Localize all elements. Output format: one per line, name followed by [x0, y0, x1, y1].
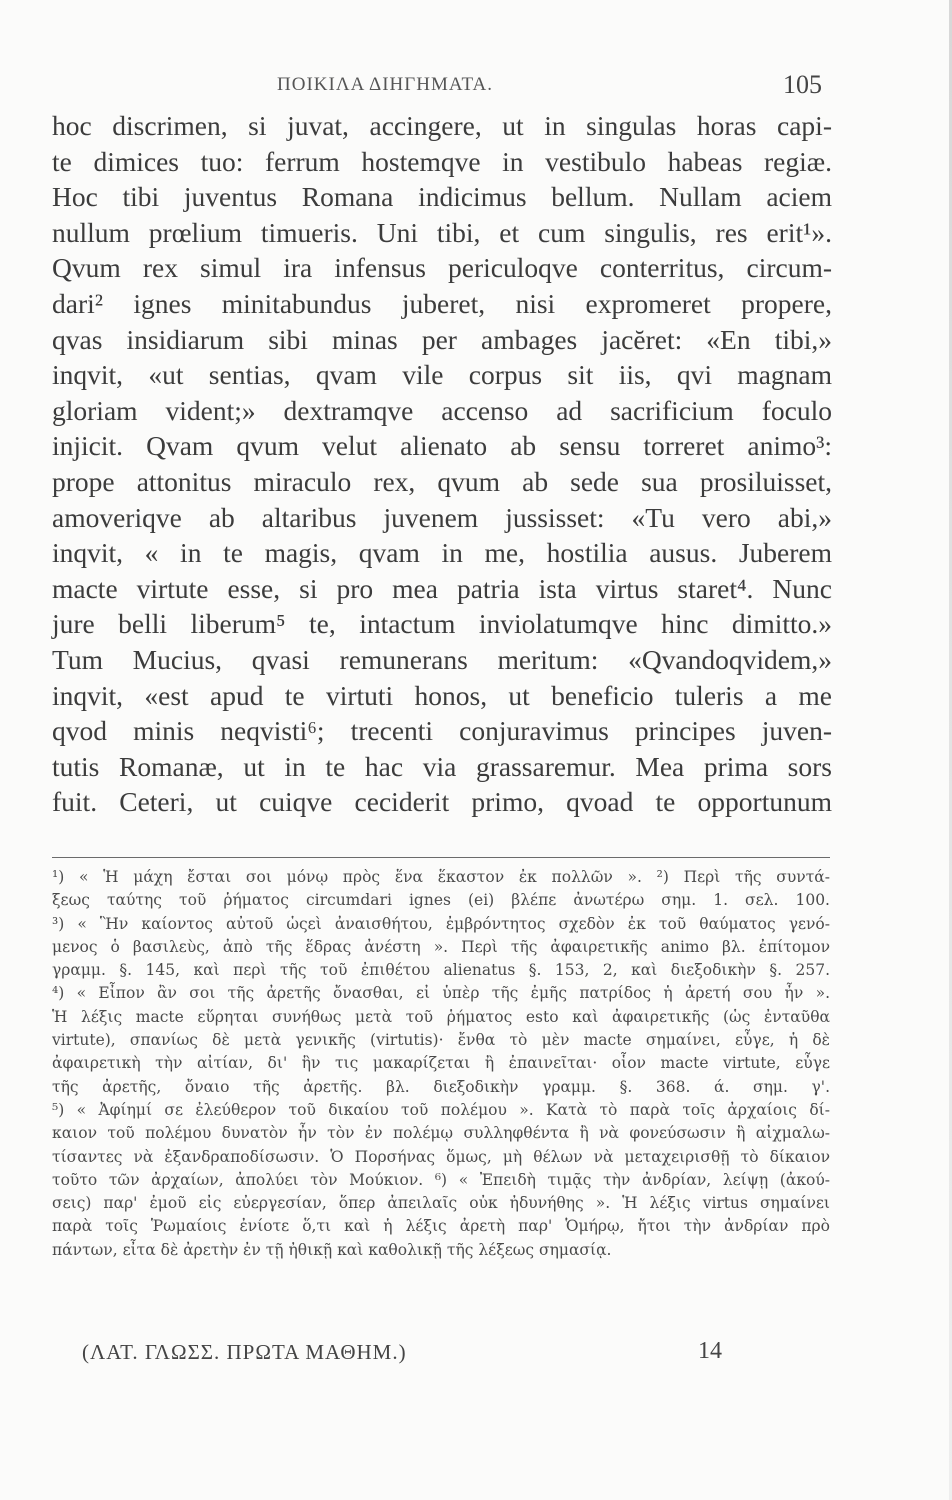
text-line: te dimices tuo: ferrum hostemqve in vestibulo habeas regiæ. — [52, 145, 832, 177]
text-line: Tum Mucius, qvasi remunerans meritum: «Qvandoqvidem,» — [52, 643, 832, 675]
text-line: inqvit, « in te magis, qvam in me, hostilia ausus. Juberem — [52, 537, 832, 569]
footnote-line: παρὰ τοῖς Ῥωμαίοις ἐνίοτε ὅ,τι καὶ ἡ λέξις ἀρετὴ παρ' Ὁμήρῳ, ἤτοι τὴν ἀνδρίαν πρὸ — [52, 1217, 830, 1236]
footnote-line: ξεως ταύτης τοῦ ῥήματος circumdari ignes (ei) βλέπε ἀνωτέρω σημ. 1. σελ. 100. — [52, 891, 830, 910]
footnote-line: ἀφαιρετικὴ τὴν αἰτίαν, δι' ἣν τις μακαρίζεται ἢ ἐπαινεῖται· οἷον macte virtute, εὖγε — [52, 1054, 830, 1073]
footnote-line: τοῦτο τῶν ἀρχαίων, ἀπολύει τὸν Μούκιον. ⁶) « Ἐπειδὴ τιμᾷς τὴν ἀνδρίαν, λείψῃ (ἀκού- — [52, 1170, 830, 1189]
text-line: qvas insidiarum sibi minas per ambages jacĕret: «En tibi,» — [52, 323, 832, 355]
text-line: Hoc tibi juventus Romana indicimus bellum. Nullam aciem — [52, 181, 832, 213]
text-line: fuit. Ceteri, ut cuiqve ceciderit primo, qvoad te opportunum — [52, 786, 832, 818]
footnote-line: σεις) παρ' ἐμοῦ εἰς εὐεργεσίαν, ὅπερ ἀπειλαῖς οὐκ ἠδυνήθης ». Ἡ λέξις virtus σημαίνει — [52, 1194, 830, 1213]
running-head: ΠΟΙΚΙΛΑ ΔΙΗΓΗΜΑΤΑ. — [277, 74, 494, 95]
text-line: tutis Romanæ, ut in te hac via grassaremur. Mea prima sors — [52, 750, 832, 782]
text-line: prope attonitus miraculo rex, qvum ab sede sua prosiluisset, — [52, 465, 832, 497]
signature-mark — [82, 1340, 722, 1372]
text-line: Qvum rex simul ira infensus periculoqve conterritus, circum- — [52, 252, 832, 284]
footnote-line: τίσαντες νὰ ἐξανδραποδίσωσιν. Ὁ Πορσήνας ὅμως, μὴ θέλων νὰ μεταχειρισθῇ τὸ δίκαιον — [52, 1147, 830, 1166]
text-line: dari² ignes minitabundus juberet, nisi expromeret propere, — [52, 287, 832, 319]
text-line: hoc discrimen, si juvat, accingere, ut in singulas horas capi- — [52, 110, 832, 141]
footnote-line: γραμμ. §. 145, καὶ περὶ τῆς τοῦ ἐπιθέτου alienatus §. 153, 2, καὶ διεξοδικὴν §. 257. — [52, 961, 830, 980]
footnote-line: ⁵) « Ἀφίημί σε ἐλεύθερον τοῦ δικαίου τοῦ πολέμου ». Κατὰ τὸ παρὰ τοῖς ἀρχαίοις δί- — [52, 1100, 830, 1119]
footnote-divider — [52, 857, 830, 858]
text-line: inqvit, «ut sentias, qvam vile corpus sit iis, qvi magnam — [52, 359, 832, 391]
footnote-line: ¹) « Ἡ μάχη ἔσται σοι μόνῳ πρὸς ἕνα ἕκαστον ἐκ πολλῶν ». ²) Περὶ τῆς συντά- — [52, 868, 830, 886]
text-line: amoveriqve ab altaribus juvenem jussisset: «Tu vero abi,» — [52, 501, 832, 533]
text-line: macte virtute esse, si pro mea patria ista virtus staret⁴. Nunc — [52, 572, 832, 604]
footnote-line: πάντων, εἶτα δὲ ἀρετὴν ἐν τῇ ἠθικῇ καὶ καθολικῇ τῆς λέξεως σημασίᾳ. — [52, 1240, 612, 1259]
footnote-line: ³) « Ἣν καίοντος αὐτοῦ ὡςεὶ ἀναισθήτου, ἐμβρόντητος σχεδὸν ἐκ τοῦ θαύματος γενό- — [52, 914, 830, 933]
text-line: jure belli liberum⁵ te, intactum inviolatumqve hinc dimitto.» — [52, 608, 832, 640]
text-line: inqvit, «est apud te virtuti honos, ut beneficio tuleris a me — [52, 679, 832, 711]
footnote-line: Ἡ λέξις macte εὕρηται συνήθως μετὰ τοῦ ῥήματος esto καὶ ἀφαιρετικῆς (ὡς ἐνταῦθα — [52, 1007, 830, 1026]
text-line: nullum prœlium timueris. Uni tibi, et cum singulis, res erit¹». — [52, 216, 832, 248]
footnote-line: ⁴) « Εἶπον ἂν σοι τῆς ἀρετῆς ὄνασθαι, εἰ ὑπὲρ τῆς ἐμῆς πατρίδος ἡ ἀρετή σου ἦν ». — [52, 984, 830, 1003]
footnote-line: καιον τοῦ πολέμου δυνατὸν ἦν τὸν ἐν πολέμῳ συλληφθέντα ἢ νὰ φονεύσωσιν ἢ αἰχμαλω- — [52, 1124, 830, 1143]
main-text — [52, 108, 832, 820]
text-line: gloriam vident;» dextramqve accenso ad sacrificium foculo — [52, 394, 832, 426]
footnote-line: τῆς ἀρετῆς, ὄναιο τῆς ἀρετῆς. βλ. διεξοδικὴν γραμμ. §. 368. ά. σημ. γ'. — [52, 1077, 830, 1096]
signature-number: 14 — [698, 1338, 722, 1364]
footnote-line: μενος ὁ βασιλεὺς, ἀπὸ τῆς ἕδρας ἀνέστη ». Περὶ τῆς ἀφαιρετικῆς animo βλ. ἐπίτομον — [52, 937, 830, 956]
signature-label: (ΛΑΤ. ΓΛΩΣΣ. ΠΡΩΤΑ ΜΑΘΗΜ.) — [82, 1340, 407, 1364]
text-line: injicit. Qvam qvum velut alienato ab sensu torreret animo³: — [52, 430, 832, 462]
text-line: qvod minis neqvisti⁶; trecenti conjuravimus principes juven- — [52, 715, 832, 747]
footnotes — [52, 866, 830, 1262]
footnote-line: virtute), σπανίως δὲ μετὰ γενικῆς (virtutis)· ἔνθα τὸ μὲν macte σημαίνει, εὖγε, ἡ δὲ — [52, 1031, 830, 1050]
page-number: 105 — [783, 70, 822, 99]
page-header — [52, 70, 832, 104]
